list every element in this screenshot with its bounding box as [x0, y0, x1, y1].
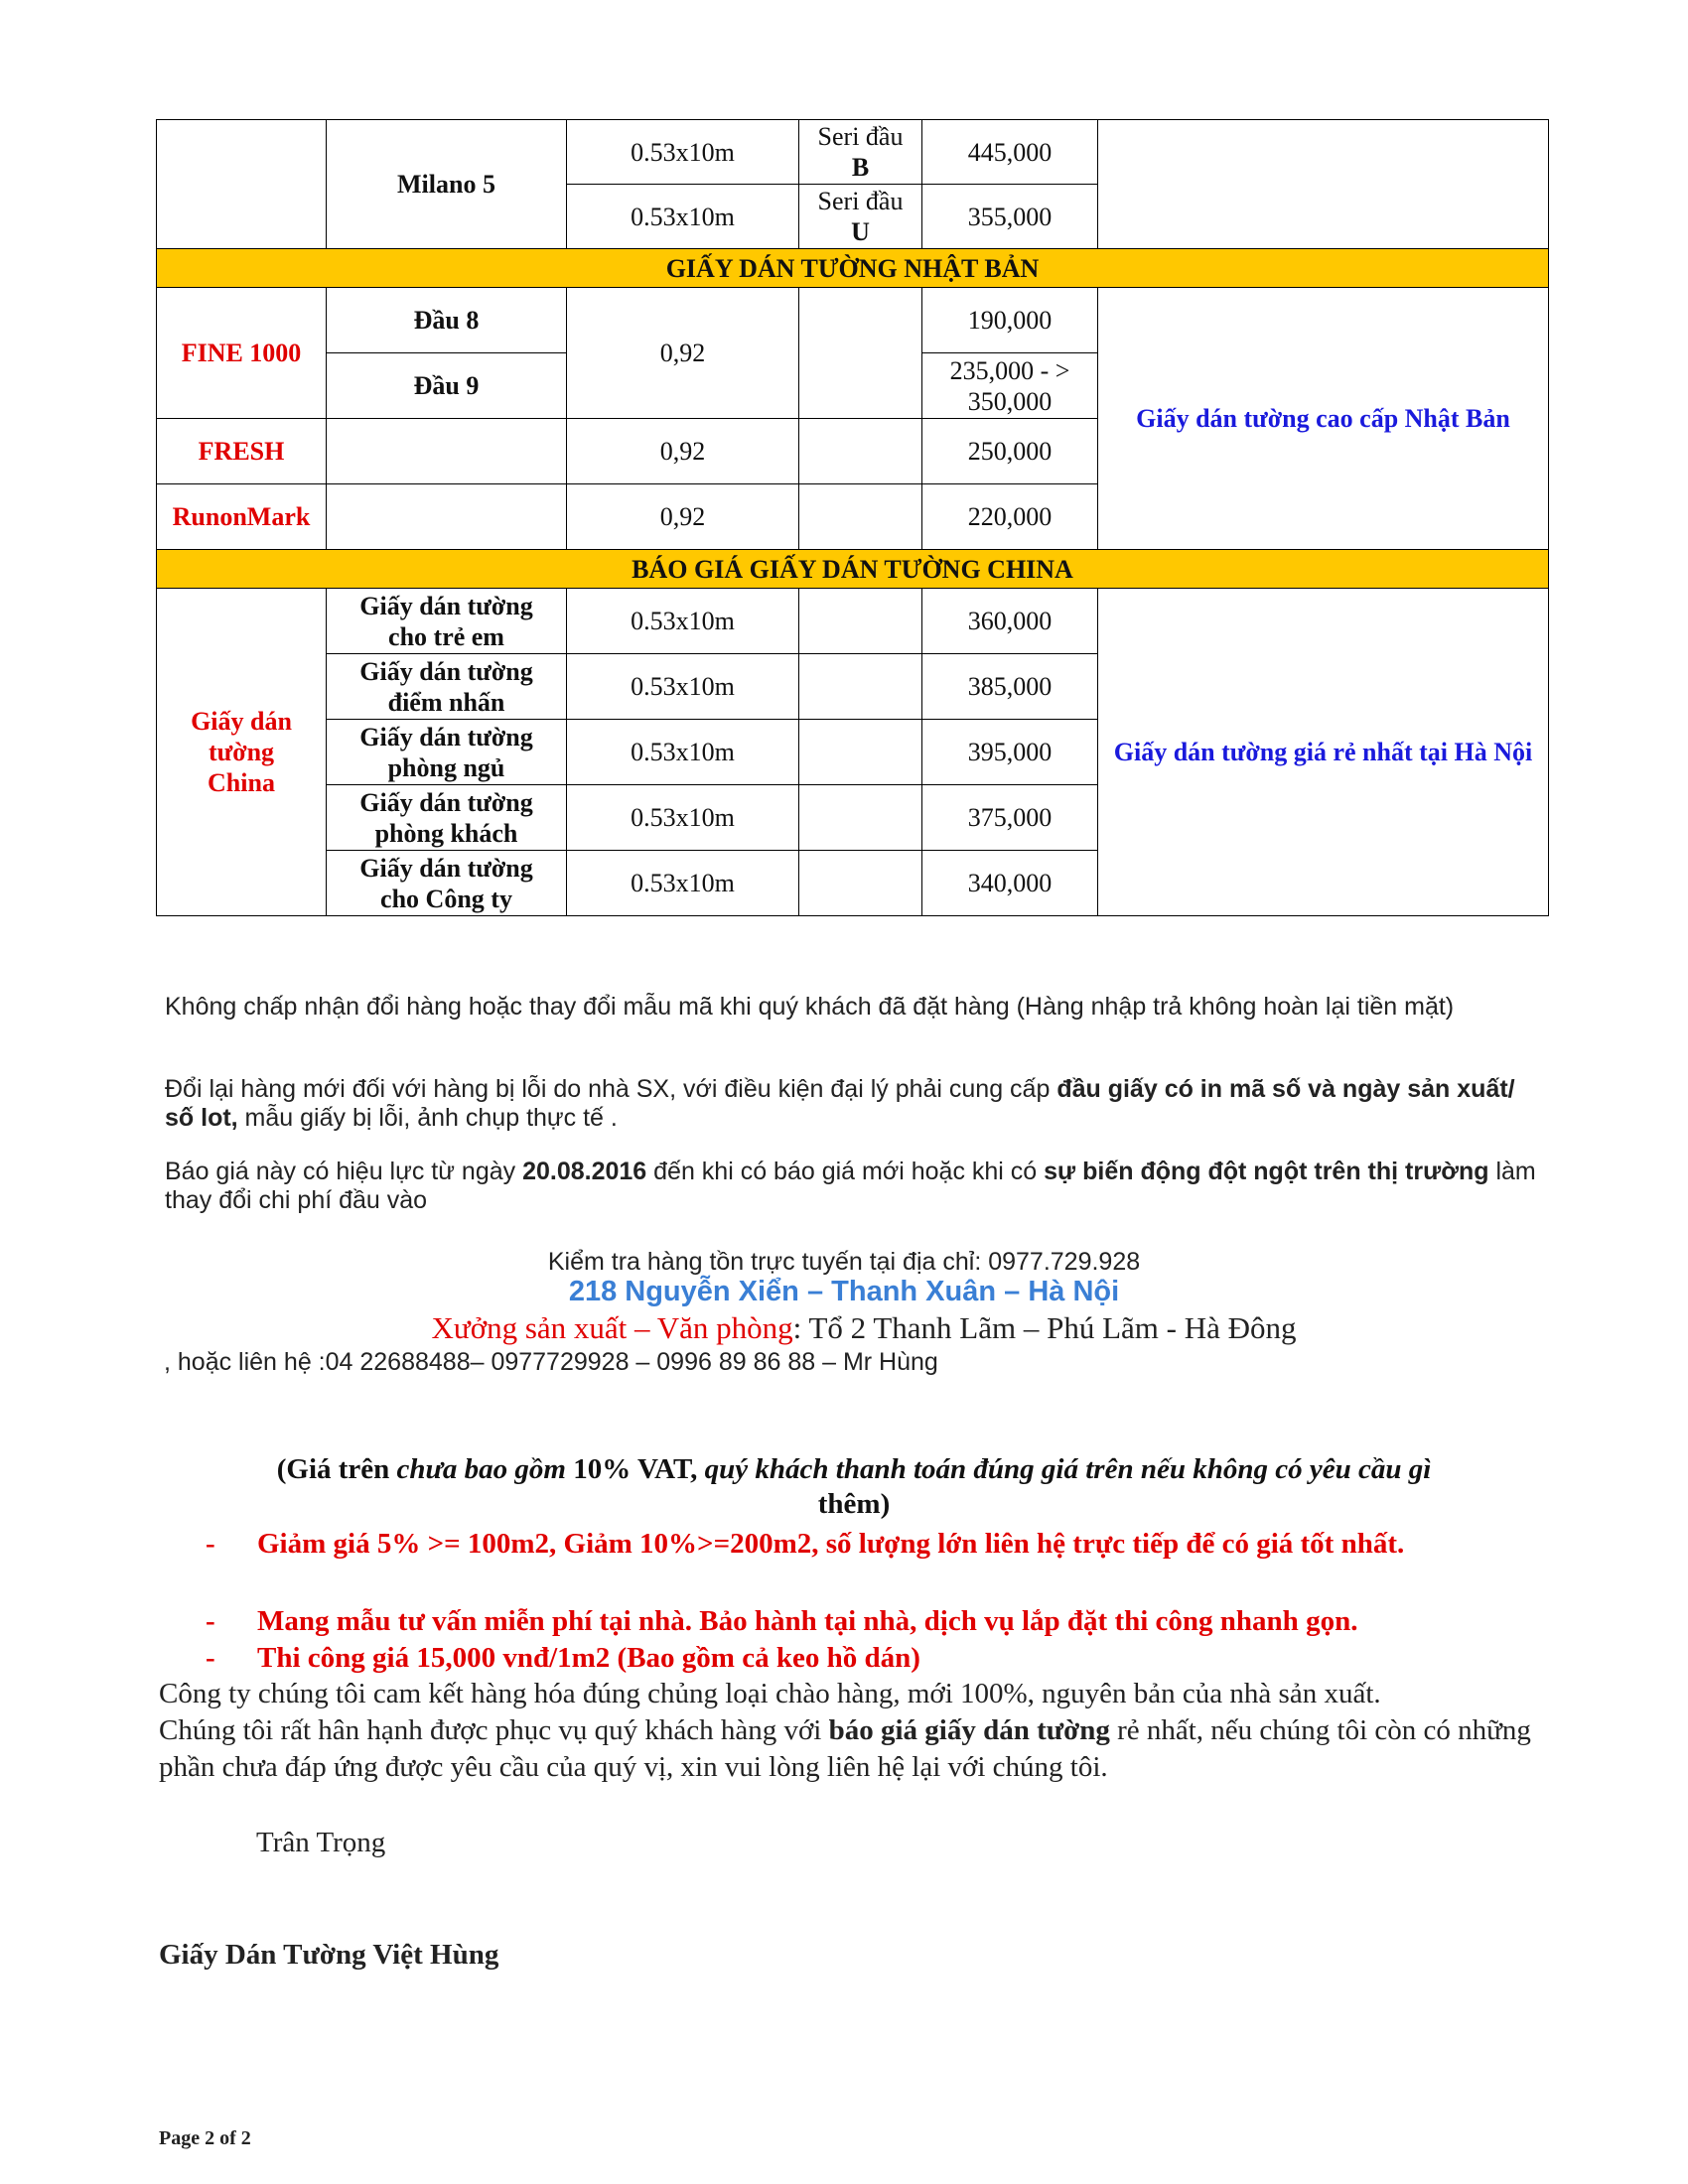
model-line: điểm nhấn — [387, 687, 505, 717]
closing-text: Chúng tôi rất hân hạnh được phục vụ quý khách hàng với — [159, 1714, 829, 1746]
vat-text: thêm) — [817, 1488, 891, 1520]
product-name-fine: FINE 1000 — [157, 288, 327, 419]
model-line: Giấy dán tường — [359, 787, 533, 817]
model-line: Giấy dán tường — [359, 722, 533, 751]
series-cell-empty — [799, 851, 922, 916]
series-cell-empty — [799, 785, 922, 851]
size-cell: 0.53x10m — [567, 120, 799, 185]
table-cell-empty — [157, 120, 327, 249]
series-cell-empty — [799, 288, 922, 419]
bullet-dash: - — [206, 1605, 215, 1637]
price-cell: 375,000 — [922, 785, 1098, 851]
section-title: BÁO GIÁ GIẤY DÁN TƯỜNG CHINA — [157, 550, 1549, 589]
price-cell: 220,000 — [922, 484, 1098, 550]
policy-validity — [165, 1158, 1545, 1215]
section-header-japan — [157, 249, 1549, 288]
note-japan: Giấy dán tường cao cấp Nhật Bản — [1098, 288, 1549, 550]
vat-text: 10% VAT, — [565, 1453, 705, 1485]
name-line: Giấy dán — [191, 707, 292, 736]
series-cell-empty — [799, 589, 922, 654]
closing-text: rẻ nhất, nếu chúng tôi còn có những phần chưa đáp ứng được yêu cầu của quý vị, xin vui lòng liên hệ lại với chúng tôi. — [159, 1714, 1531, 1783]
model-line: Giấy dán tường — [359, 853, 533, 883]
model-cell-empty — [327, 484, 567, 550]
factory-location: : Tổ 2 Thanh Lãm – Phú Lãm - Hà Đông — [792, 1310, 1297, 1345]
service-bullet — [206, 1604, 1536, 1639]
size-cell: 0.53x10m — [567, 785, 799, 851]
policy-no-return: Không chấp nhận đổi hàng hoặc thay đổi mẫu mã khi quý khách đã đặt hàng (Hàng nhập trả không hoàn lại tiền mặt) — [165, 993, 1455, 1021]
model-line: cho trẻ em — [388, 621, 504, 651]
table-row — [157, 120, 1549, 185]
model-line: phòng ngủ — [387, 752, 505, 782]
vat-italic: chưa bao gồm — [396, 1453, 566, 1485]
price-line: 235,000 - > — [949, 355, 1070, 385]
policy-text: Báo giá này có hiệu lực từ ngày — [165, 1158, 523, 1185]
validity-date: 20.08.2016 — [522, 1158, 647, 1185]
policy-text: làm thay đổi chi phí đầu vào — [165, 1158, 1536, 1214]
commitment-paragraph — [159, 1676, 1549, 1786]
price-table — [156, 119, 1549, 916]
model-cell — [327, 785, 567, 851]
policy-exchange — [165, 1075, 1545, 1133]
model-cell-empty — [327, 419, 567, 484]
regards: Trân Trọng — [256, 1827, 386, 1858]
section-title: GIẤY DÁN TƯỜNG NHẬT BẢN — [157, 249, 1549, 288]
contact-phone: , hoặc liên hệ :04 22688488– 0977729928 – 0996 89 86 88 – Mr Hùng — [164, 1348, 938, 1376]
product-name-milano: Milano 5 — [327, 120, 567, 249]
price-cell: 340,000 — [922, 851, 1098, 916]
table-row — [157, 589, 1549, 654]
note-china: Giấy dán tường giá rẻ nhất tại Hà Nội — [1098, 589, 1549, 916]
page-number: Page 2 of 2 — [159, 2127, 251, 2149]
vat-italic: quý khách thanh toán đúng giá trên nếu không có yêu cầu gì — [704, 1453, 1432, 1485]
model-line: Giấy dán tường — [359, 591, 533, 620]
model-cell — [327, 720, 567, 785]
model-cell — [327, 654, 567, 720]
series-code: B — [851, 153, 870, 182]
name-line: China — [208, 768, 275, 797]
model-line: Giấy dán tường — [359, 656, 533, 686]
series-prefix: Seri đầu — [817, 187, 904, 215]
name-line: tường — [208, 738, 275, 766]
price-line: 350,000 — [967, 386, 1053, 416]
size-cell: 0.53x10m — [567, 589, 799, 654]
model-cell — [327, 851, 567, 916]
model-cell — [327, 589, 567, 654]
policy-bold: sự biến động đột ngột trên thị trường — [1044, 1158, 1489, 1185]
series-code: U — [851, 217, 870, 246]
series-cell-empty — [799, 484, 922, 550]
model-line: phòng khách — [374, 818, 518, 848]
price-cell — [922, 353, 1098, 419]
note-cell-empty — [1098, 120, 1549, 249]
width-cell: 0,92 — [567, 288, 799, 419]
stock-check-line: Kiểm tra hàng tồn trực tuyến tại địa chỉ: 0977.729.928 — [547, 1248, 1141, 1276]
series-prefix: Seri đầu — [817, 122, 904, 151]
vat-note — [159, 1452, 1549, 1522]
factory-label: Xưởng sản xuất – Văn phòng — [431, 1310, 793, 1345]
model-cell: Đầu 8 — [327, 288, 567, 353]
section-header-china — [157, 550, 1549, 589]
series-cell-empty — [799, 654, 922, 720]
policy-text: mẫu giấy bị lỗi, ảnh chụp thực tế . — [237, 1104, 618, 1132]
vat-text: (Giá trên — [276, 1453, 397, 1485]
bullet-text: Mang mẫu tư vấn miễn phí tại nhà. Bảo hành tại nhà, dịch vụ lắp đặt thi công nhanh gọn. — [257, 1605, 1358, 1637]
size-cell: 0.53x10m — [567, 851, 799, 916]
discount-bullet — [206, 1527, 1536, 1562]
model-cell: Đầu 9 — [327, 353, 567, 419]
width-cell: 0,92 — [567, 484, 799, 550]
price-cell: 190,000 — [922, 288, 1098, 353]
bullet-text: Giảm giá 5% >= 100m2, Giảm 10%>=200m2, số lượng lớn liên hệ trực tiếp để có giá tốt nhất. — [257, 1528, 1405, 1560]
product-name-fresh: FRESH — [157, 419, 327, 484]
bullet-text: Thi công giá 15,000 vnđ/1m2 (Bao gồm cả keo hồ dán) — [257, 1642, 920, 1674]
size-cell: 0.53x10m — [567, 720, 799, 785]
policy-text: đến khi có báo giá mới hoặc khi có — [646, 1158, 1045, 1185]
price-cell: 385,000 — [922, 654, 1098, 720]
price-cell: 250,000 — [922, 419, 1098, 484]
series-cell-empty — [799, 720, 922, 785]
price-cell: 445,000 — [922, 120, 1098, 185]
closing-bold: báo giá giấy dán tường — [828, 1714, 1110, 1746]
price-cell: 355,000 — [922, 185, 1098, 249]
policy-bold: đầu giấy có in mã số và ngày sản xuất/ số lot, — [165, 1075, 1515, 1132]
policy-text: Đổi lại hàng mới đối với hàng bị lỗi do nhà SX, với điều kiện đại lý phải cung cấp — [165, 1075, 1057, 1103]
series-cell-empty — [799, 419, 922, 484]
bullet-dash: - — [206, 1528, 215, 1560]
series-cell — [799, 185, 922, 249]
price-cell: 360,000 — [922, 589, 1098, 654]
installation-bullet — [206, 1641, 1536, 1676]
product-name-runonmark: RunonMark — [157, 484, 327, 550]
price-cell: 395,000 — [922, 720, 1098, 785]
factory-address — [20, 1310, 1688, 1346]
width-cell: 0,92 — [567, 419, 799, 484]
company-name: Giấy Dán Tường Việt Hùng — [159, 1939, 499, 1971]
table-row — [157, 288, 1549, 353]
size-cell: 0.53x10m — [567, 185, 799, 249]
bullet-dash: - — [206, 1642, 215, 1674]
series-cell — [799, 120, 922, 185]
product-name-china — [157, 589, 327, 916]
model-line: cho Công ty — [380, 884, 512, 913]
size-cell: 0.53x10m — [567, 654, 799, 720]
closing-text: Công ty chúng tôi cam kết hàng hóa đúng chủng loại chào hàng, mới 100%, nguyên bản của nhà sản xuất. — [159, 1678, 1381, 1709]
showroom-address: 218 Nguyễn Xiển – Thanh Xuân – Hà Nội — [568, 1276, 1120, 1307]
